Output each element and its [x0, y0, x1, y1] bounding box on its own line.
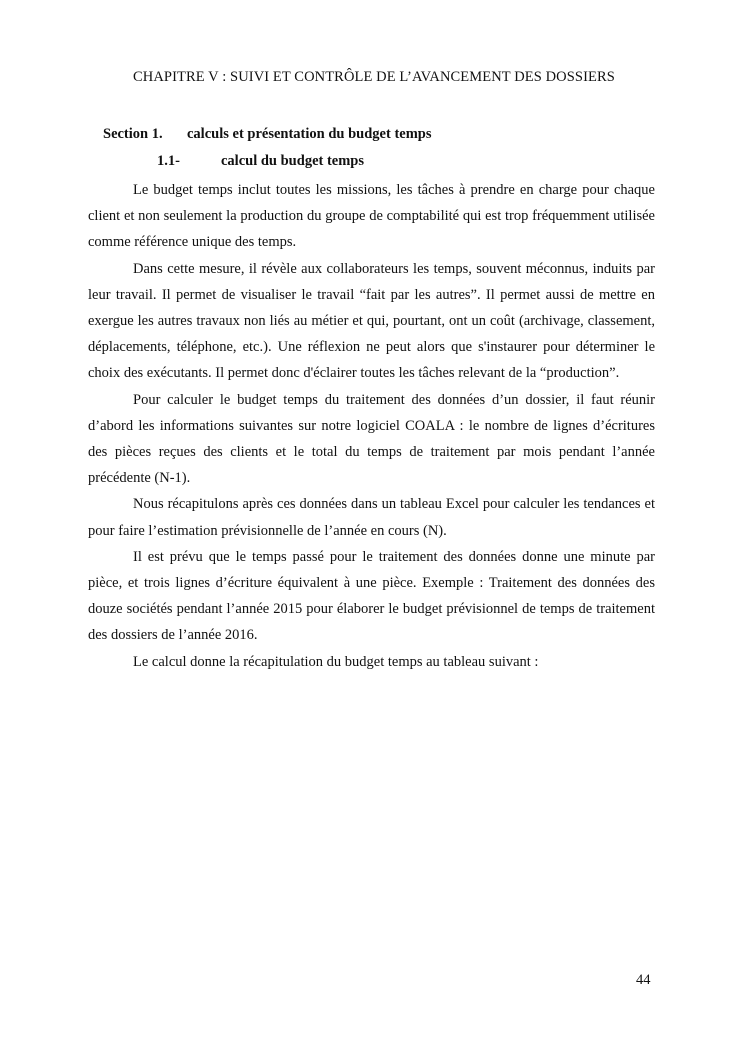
subsection-heading [157, 153, 364, 170]
page-number: 44 [636, 972, 651, 988]
body-text [88, 177, 655, 675]
subsection-title: calcul du budget temps [221, 153, 365, 169]
paragraph: Dans cette mesure, il révèle aux collaborateurs les temps, souvent méconnus, induits par leur travail. Il permet de visualiser le travail “fait par les autres”. Il permet aussi de mettre en exergue les autres travaux non liés au métier et qui, pourtant, ont un coût (archivage, classement, déplacements, téléphone, etc.). Une réflexion ne peut alors que s'instaurer pour déterminer le choix des exécutants. Il permet donc d'éclairer toutes les tâches relevant de la “production”. [88, 260, 655, 382]
subsection-number: 1.1- [157, 153, 180, 169]
paragraph: Nous récapitulons après ces données dans un tableau Excel pour calculer les tendances et pour faire l’estimation prévisionnelle de l’année en cours (N). [88, 496, 655, 539]
section-number: Section 1. [103, 126, 163, 142]
section-title: calculs et présentation du budget temps [187, 126, 432, 142]
section-heading [103, 126, 432, 143]
paragraph: Le calcul donne la récapitulation du budget temps au tableau suivant : [133, 653, 539, 670]
paragraph: Il est prévu que le temps passé pour le traitement des données donne une minute par pièce, et trois lignes d’écriture équivalent à une pièce. Exemple : Traitement des données des douze sociétés pendant l’année 2015 pour élaborer le budget prévisionnel de temps de traitement des dossiers de l’année 2016. [88, 548, 655, 644]
paragraph: Pour calculer le budget temps du traitement des données d’un dossier, il faut réunir d’abord les informations suivantes sur notre logiciel COALA : le nombre de lignes d’écritures des pièces reçues des clients et le total du temps de traitement par mois pendant l’année précédente (N-1). [88, 391, 655, 487]
chapter-title: CHAPITRE V : SUIVI ET CONTRÔLE DE L’AVANCEMENT DES DOSSIERS [133, 69, 615, 85]
paragraph: Le budget temps inclut toutes les missions, les tâches à prendre en charge pour chaque client et non seulement la production du groupe de comptabilité qui est trop fréquemment utilisée comme référence unique des temps. [88, 182, 655, 251]
